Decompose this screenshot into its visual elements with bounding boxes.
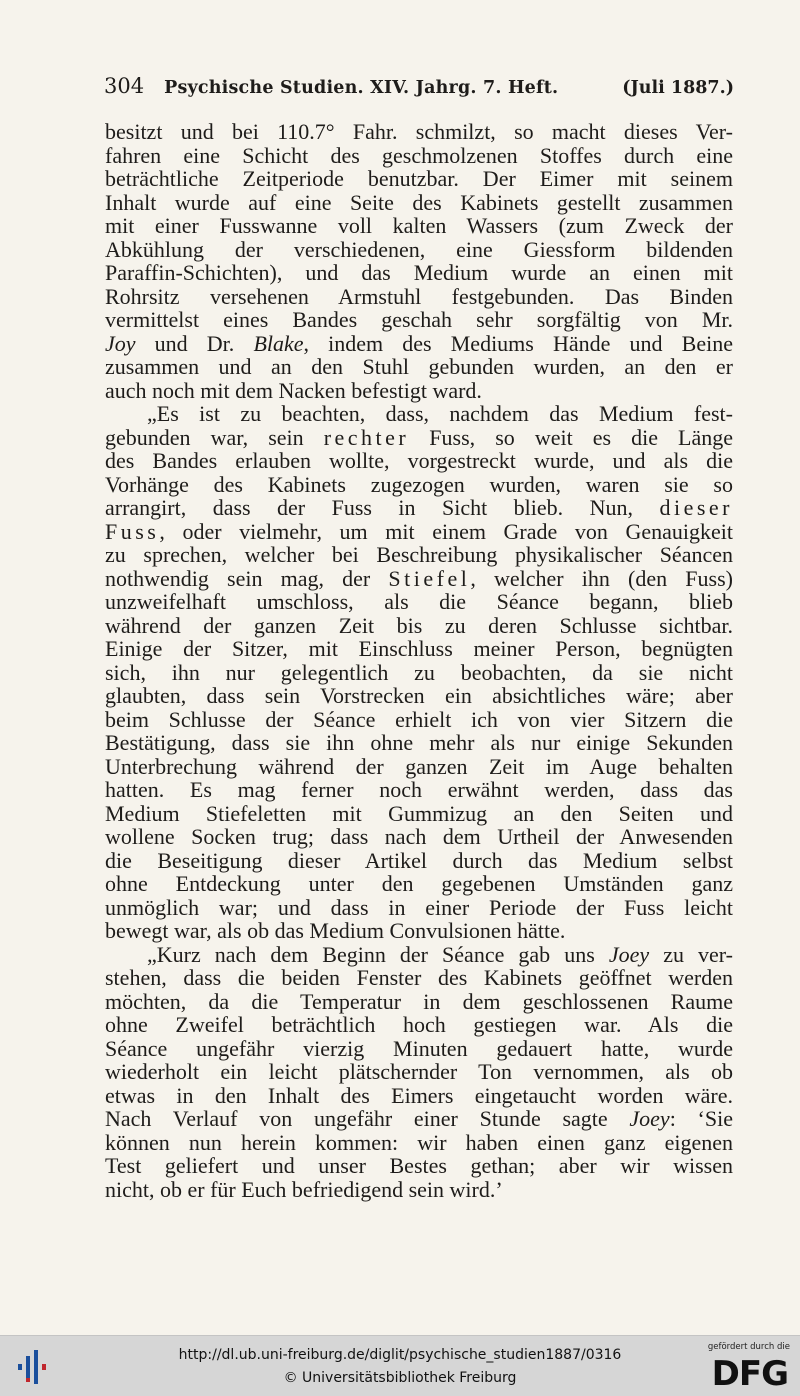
- text-line: besitzt und bei 110.7° Fahr. schmilzt, so macht dieses Ver-: [105, 119, 733, 144]
- name-joey: Joey: [608, 941, 650, 967]
- journal-title: Psychische Studien. XIV. Jahrg. 7. Heft.: [164, 78, 559, 98]
- text-segment: , indem des Mediums Hände und Beine: [303, 330, 733, 356]
- text-line: beträchtliche Zeitperiode benutzbar. Der Eimer mit seinem: [105, 166, 733, 191]
- text-line: [105, 332, 733, 356]
- text-line: Test geliefert und unser Bestes gethan; aber wir wissen: [105, 1153, 733, 1178]
- name-joey: Joey: [629, 1106, 670, 1131]
- text-line: [105, 426, 733, 450]
- text-line: hatten. Es mag ferner noch erwähnt werden, dass das: [105, 777, 733, 802]
- text-line: nicht, ob er für Euch befriedigend sein wird.’: [105, 1176, 503, 1202]
- text-line: fahren eine Schicht des geschmolzenen Stoffes durch eine: [105, 142, 733, 168]
- running-header: [104, 74, 734, 104]
- spaced-emphasis: dieser: [659, 495, 733, 520]
- text-line: [105, 496, 733, 520]
- text-line: Vorhänge des Kabinets zugezogen wurden, waren sie so: [105, 471, 733, 497]
- viewer-footer: [0, 1335, 800, 1396]
- text-line: des Bandes erlauben wollte, vorgestreckt wurde, und als die: [105, 448, 733, 473]
- text-line: sich, ihn nur gelegentlich zu beobachten, da sie nicht: [105, 659, 733, 685]
- text-segment: Fuss, so weit es die Länge: [409, 424, 733, 450]
- text-line: vermittelst eines Bandes geschah sehr sorgfältig von Mr.: [105, 307, 733, 332]
- paragraph-start: [105, 943, 733, 967]
- text-line: [105, 567, 733, 591]
- body-text: [105, 120, 733, 1201]
- name-joy: Joy: [105, 330, 136, 356]
- text-segment: arrangirt, dass der Fuss in Sicht blieb. Nun,: [105, 495, 660, 520]
- text-line: Medium Stiefeletten mit Gummizug an den Seiten und: [105, 800, 733, 826]
- copyright-notice: © Universitätsbibliothek Freiburg: [283, 1370, 517, 1386]
- text-line: auch noch mit dem Nacken befestigt ward.: [105, 377, 482, 403]
- text-segment: „Kurz nach dem Beginn der Séance gab uns: [147, 941, 609, 967]
- text-line: unzweifelhaft umschloss, als die Séance begann, blieb: [105, 589, 733, 614]
- text-line: Unterbrechung während der ganzen Zeit im Auge behalten: [105, 753, 733, 779]
- text-segment: zu ver-: [649, 941, 733, 967]
- text-segment: Nach Verlauf von ungefähr einer Stunde sagte: [105, 1106, 630, 1131]
- text-segment: nothwendig sein mag, der: [105, 565, 389, 591]
- text-line: Abkühlung der verschiedenen, eine Giessform bildenden: [105, 236, 733, 262]
- text-segment: , welcher ihn (den Fuss): [470, 565, 733, 591]
- text-line: Paraffin-Schichten), und das Medium wurde an einen mit: [105, 260, 733, 285]
- text-line: können nun herein kommen: wir haben einen ganz eigenen: [105, 1129, 733, 1155]
- text-line: [105, 1107, 733, 1131]
- text-line: Einige der Sitzer, mit Einschluss meiner Person, begnügten: [105, 636, 733, 661]
- text-line: [105, 520, 733, 544]
- text-line: wiederholt ein leicht plätschernder Ton vernommen, als ob: [105, 1059, 733, 1084]
- text-line: zusammen und an den Stuhl gebunden wurden, an den er: [105, 354, 733, 379]
- text-line: etwas in den Inhalt des Eimers eingetaucht worden wäre.: [105, 1082, 733, 1108]
- text-line: bewegt war, als ob das Medium Convulsionen hätte.: [105, 918, 566, 943]
- text-line: beim Schlusse der Séance erhielt ich von vier Sitzern die: [105, 706, 733, 732]
- text-line: stehen, dass die beiden Fenster des Kabinets geöffnet werden: [105, 965, 733, 990]
- text-segment: gebunden war, sein: [105, 424, 324, 450]
- paragraph-start: „Es ist zu beachten, dass, nachdem das Medium fest-: [147, 401, 733, 426]
- text-line: glaubten, dass sein Vorstrecken ein absichtliches wäre; aber: [105, 683, 733, 708]
- text-line: unmöglich war; und dass in einer Periode der Fuss leicht: [105, 894, 733, 920]
- text-line: mit einer Fusswanne voll kalten Wassers (zum Zweck der: [105, 213, 733, 238]
- text-line: zu sprechen, welcher bei Beschreibung physikalischer Séancen: [105, 542, 733, 567]
- text-line: Rohrsitz versehenen Armstuhl festgebunden. Das Binden: [105, 283, 733, 309]
- spaced-emphasis: rechter: [323, 424, 410, 450]
- text-line: die Beseitigung dieser Artikel durch das Medium selbst: [105, 847, 733, 873]
- text-line: möchten, da die Temperatur in dem geschlossenen Raume: [105, 988, 733, 1014]
- page-number: 304: [104, 74, 145, 98]
- document-url-link[interactable]: http://dl.ub.uni-freiburg.de/diglit/psychische_studien1887/0316: [178, 1347, 622, 1363]
- name-blake: Blake: [253, 330, 304, 356]
- text-line: Bestätigung, dass sie ihn ohne mehr als nur einige Sekunden: [105, 730, 733, 755]
- spaced-emphasis: Stiefel: [388, 565, 471, 591]
- text-segment: und Dr.: [135, 330, 254, 356]
- dfg-caption: gefördert durch die: [707, 1342, 790, 1352]
- text-line: wollene Socken trug; dass nach dem Urtheil der Anwesenden: [105, 824, 733, 849]
- text-line: Inhalt wurde auf eine Seite des Kabinets gestellt zusammen: [105, 189, 733, 215]
- text-line: während der ganzen Zeit bis zu deren Schlusse sichtbar.: [105, 612, 733, 638]
- text-segment: , oder vielmehr, um mit einem Grade von Genauigkeit: [159, 518, 733, 544]
- text-segment: : ‘Sie: [669, 1106, 733, 1131]
- text-line: ohne Zweifel beträchtlich hoch gestiegen war. Als die: [105, 1012, 733, 1037]
- text-line: Séance ungefähr vierzig Minuten gedauert hatte, wurde: [105, 1035, 733, 1061]
- issue-date: (Juli 1887.): [622, 78, 734, 98]
- dfg-logo: DFG: [711, 1354, 788, 1394]
- text-line: ohne Entdeckung unter den gegebenen Umständen ganz: [105, 871, 733, 896]
- spaced-emphasis: Fuss: [105, 518, 160, 544]
